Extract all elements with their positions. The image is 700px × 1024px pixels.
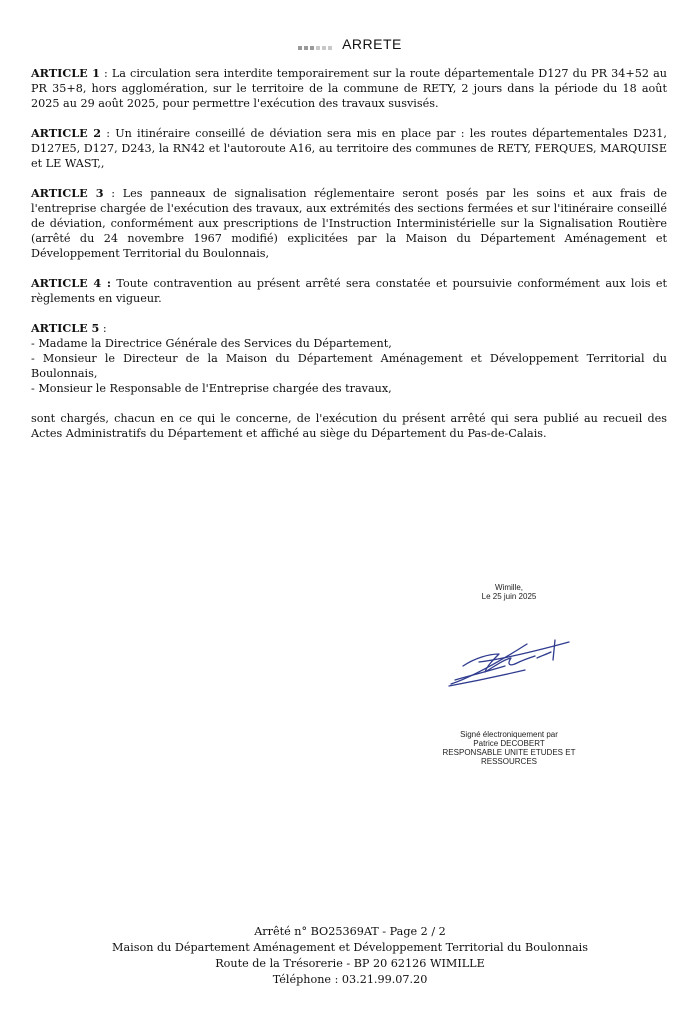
article-label: ARTICLE 2 — [31, 126, 101, 140]
article-1 — [31, 66, 667, 111]
article-suffix: : — [99, 322, 107, 335]
document-title — [0, 36, 700, 53]
signature-place: Wimille, — [495, 583, 523, 592]
list-item: - Monsieur le Responsable de l'Entreprise chargée des travaux, — [31, 382, 392, 395]
title-decoration — [298, 37, 334, 53]
title-text: ARRETE — [342, 36, 402, 52]
signer-role: RESSOURCES — [480, 757, 537, 766]
footer-reference: Arrêté n° BO25369AT - Page 2 / 2 — [254, 925, 446, 938]
handwritten-signature — [445, 636, 575, 694]
article-text: : Les panneaux de signalisation réglementaire seront posés par les soins et aux frais de l'entreprise chargée de l'exécution des travaux, aux extrémités des sections fermées et sur l'itinéraire conseillé de déviation, conformément aux prescriptions de l'Instruction Interministérielle sur la Signalisation Routière (arrêté du 24 novembre 1967 modifié) explicitées par la Maison du Département Aménagement et Développement Territorial du Boulonnais, — [31, 187, 667, 260]
article-text: : La circulation sera interdite temporairement sur la route départementale D127 du PR 34+52 au PR 35+8, hors agglomération, sur le territoire de la commune de RETY, 2 jours dans la période du 18 août 2025 au 29 août 2025, pour permettre l'exécution des travaux susvisés. — [31, 67, 667, 110]
page-footer — [0, 924, 700, 988]
footer-address: Route de la Trésorerie - BP 20 62126 WIMILLE — [215, 957, 485, 970]
document-body — [31, 66, 667, 441]
signer-name: Patrice DECOBERT — [473, 739, 545, 748]
closing-paragraph: sont chargés, chacun en ce qui le concerne, de l'exécution du présent arrêté qui sera publié au recueil des Actes Administratifs du Département et affiché au siège du Département du Pas-de-Calais. — [31, 412, 667, 440]
signed-electronically-label: Signé électroniquement par — [460, 730, 558, 739]
article-label: ARTICLE 3 — [31, 186, 104, 200]
footer-phone: Téléphone : 03.21.99.07.20 — [272, 973, 428, 986]
article-4 — [31, 276, 667, 306]
article-5 — [31, 321, 667, 396]
signature-block — [414, 730, 604, 766]
article-label: ARTICLE 1 — [31, 66, 100, 80]
signature-date: Le 25 juin 2025 — [481, 592, 537, 601]
list-item: - Monsieur le Directeur de la Maison du Département Aménagement et Développement Territorial du Boulonnais, — [31, 352, 667, 380]
article-label: ARTICLE 4 : — [31, 276, 111, 290]
article-text: : Un itinéraire conseillé de déviation sera mis en place par : les routes départementales D231, D127E5, D127, D243, la RN42 et l'autoroute A16, au territoire des communes de RETY, FERQUES, MARQUISE et LE WAST,, — [31, 127, 667, 170]
article-label: ARTICLE 5 — [31, 321, 100, 335]
article-3 — [31, 186, 667, 261]
article-2 — [31, 126, 667, 171]
signature-place-date — [414, 583, 604, 601]
list-item: - Madame la Directrice Générale des Services du Département, — [31, 337, 392, 350]
signer-role: RESPONSABLE UNITE ETUDES ET — [442, 748, 576, 757]
footer-organization: Maison du Département Aménagement et Développement Territorial du Boulonnais — [112, 941, 588, 954]
article-text: Toute contravention au présent arrêté sera constatée et poursuivie conformément aux lois et règlements en vigueur. — [31, 277, 668, 305]
